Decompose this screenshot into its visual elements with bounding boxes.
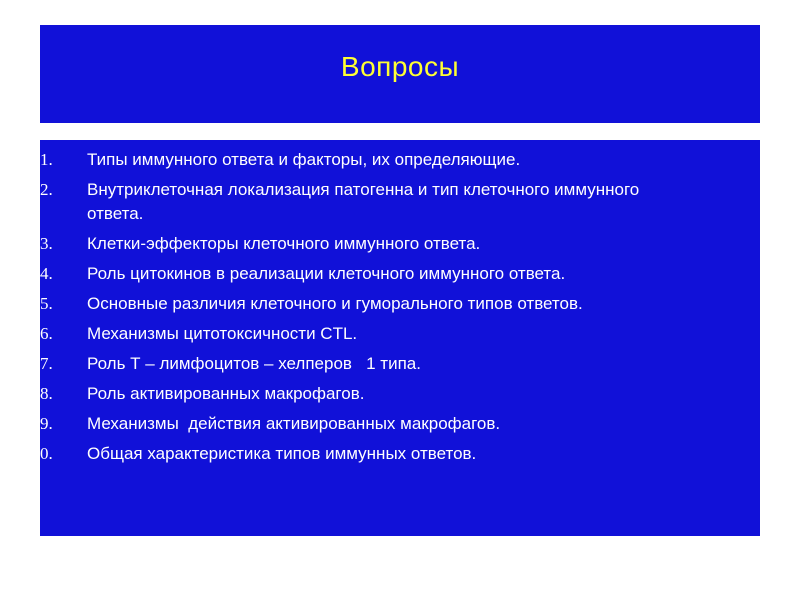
question-text: Клетки-эффекторы клеточного иммунного ответа.: [87, 234, 481, 253]
question-number: 1.: [40, 150, 53, 169]
question-text: Роль Т – лимфоцитов – хелперов 1 типа.: [87, 354, 421, 373]
slide-title: Вопросы: [340, 51, 460, 82]
question-text: Общая характеристика типов иммунных ответов.: [87, 444, 477, 463]
question-text: Механизмы цитотоксичности CTL.: [87, 324, 358, 343]
question-number: 2.: [40, 180, 53, 199]
question-number: 3.: [40, 234, 53, 253]
question-number: 5.: [40, 294, 53, 313]
question-text: Внутриклеточная локализация патогенна и тип клеточного иммунного ответа.: [87, 180, 640, 223]
question-text: Типы иммунного ответа и факторы, их определяющие.: [87, 150, 521, 169]
question-number: 4.: [40, 264, 53, 283]
questions-panel: [40, 140, 760, 536]
question-number: 8.: [40, 384, 53, 403]
title-panel: [40, 25, 760, 123]
question-number: 9.: [40, 414, 53, 433]
question-number: 7.: [40, 354, 53, 373]
question-text: Механизмы действия активированных макрофагов.: [87, 414, 501, 433]
question-text: Роль цитокинов в реализации клеточного иммунного ответа.: [87, 264, 566, 283]
question-text: Роль активированных макрофагов.: [87, 384, 365, 403]
question-number: 6.: [40, 324, 53, 343]
question-number: 0.: [40, 444, 53, 463]
question-text: Основные различия клеточного и гуморального типов ответов.: [87, 294, 583, 313]
